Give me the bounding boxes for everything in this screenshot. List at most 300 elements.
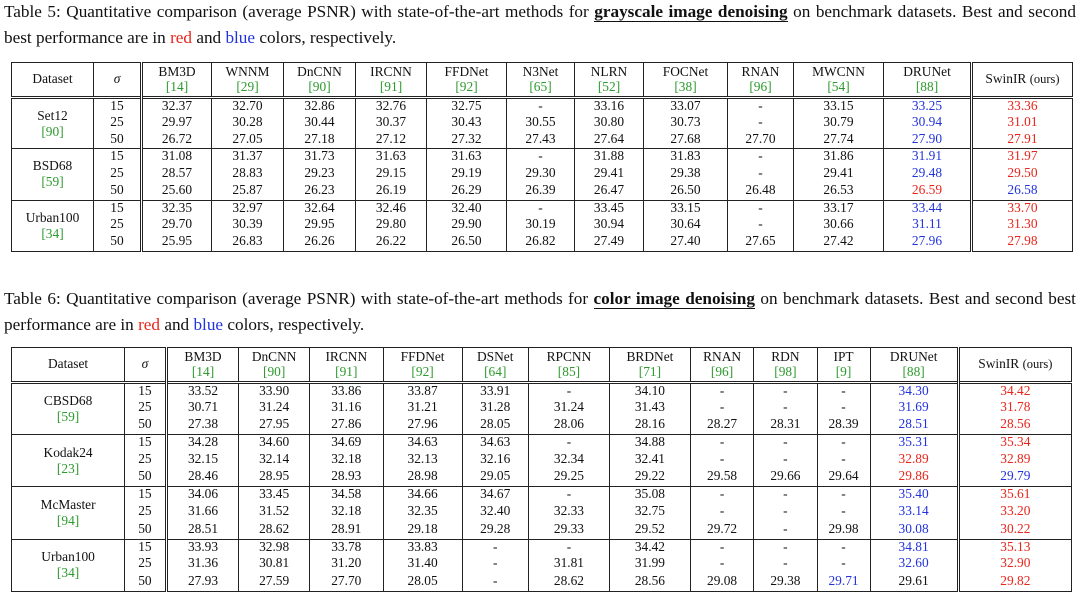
table5-value-cell: - (507, 98, 575, 115)
table5-header-method-3 (356, 63, 427, 98)
table6-sigma-cell: 25 (125, 556, 167, 573)
table5-value-cell: 30.94 (575, 217, 644, 234)
table5-value-cell: 30.37 (356, 115, 427, 132)
table6-value-cell: 32.18 (309, 504, 383, 521)
table5-header-method-11 (972, 63, 1073, 98)
table5-value-cell: 33.17 (794, 200, 884, 217)
table6-value-cell: 31.52 (239, 504, 310, 521)
table6-value-cell: - (690, 435, 753, 452)
table5-value-cell: 33.45 (575, 200, 644, 217)
table5-value-cell: 30.28 (212, 115, 284, 132)
table5-row (12, 132, 1073, 149)
table6-value-cell: 32.89 (958, 452, 1071, 469)
table6-dataset-3 (12, 539, 125, 591)
dataset-name: Urban100 (41, 549, 95, 565)
table6-value-cell: 33.91 (462, 383, 528, 400)
table6-value-cell: - (754, 487, 817, 504)
table6-value-cell: 34.42 (609, 539, 690, 556)
table6-value-cell: - (690, 400, 753, 417)
table5-value-cell: 25.60 (142, 183, 212, 200)
table5-value-cell: 27.98 (972, 234, 1073, 251)
table6-value-cell: 35.61 (958, 487, 1071, 504)
table5-value-cell: 29.97 (142, 115, 212, 132)
table5-dataset-1 (12, 149, 94, 200)
table6-dataset-1 (12, 435, 125, 487)
table5-value-cell: 29.95 (284, 217, 356, 234)
dataset-ref: [34] (56, 565, 80, 581)
method-name: SwinIR (985, 71, 1027, 87)
table6-header-method-1 (239, 348, 310, 383)
table6-value-cell: 31.99 (609, 556, 690, 573)
table6-value-cell: 32.34 (528, 452, 609, 469)
dataset-name: Kodak24 (43, 444, 93, 460)
table6-value-cell: - (817, 400, 870, 417)
table5-row (12, 115, 1073, 132)
table5-value-cell: 33.25 (884, 98, 972, 115)
table6-value-cell: 33.86 (309, 383, 383, 400)
table5-value-cell: 26.50 (644, 183, 728, 200)
table5-value-cell: 26.23 (284, 183, 356, 200)
method-ref: [96] (710, 363, 734, 379)
table6-value-cell: 29.25 (528, 469, 609, 486)
table5-value-cell: 30.73 (644, 115, 728, 132)
table6-value-cell: 35.34 (958, 435, 1071, 452)
table6-header-method-2 (309, 348, 383, 383)
table6-value-cell: 28.62 (239, 522, 310, 539)
table5-value-cell: 33.07 (644, 98, 728, 115)
table6-value-cell: 34.67 (462, 487, 528, 504)
table5-value-cell: 32.70 (212, 98, 284, 115)
table6-row (12, 504, 1072, 521)
table5-value-cell: 29.15 (356, 166, 427, 183)
table6-value-cell: 31.40 (383, 556, 462, 573)
table6-caption-red-word: red (138, 315, 161, 334)
table5-sigma-cell: 25 (94, 115, 142, 132)
table5-value-cell: 26.47 (575, 183, 644, 200)
table5-value-cell: 29.30 (507, 166, 575, 183)
method-ref: (ours) (1029, 72, 1060, 87)
method-name: IPT (833, 349, 854, 364)
table6-value-cell: 28.62 (528, 574, 609, 591)
table6-header-dataset: Dataset (12, 348, 125, 383)
table6-value-cell: 29.66 (754, 469, 817, 486)
table5-value-cell: 29.19 (427, 166, 507, 183)
table5-value-cell: - (728, 98, 794, 115)
table5-value-cell: 26.83 (212, 234, 284, 251)
table6-value-cell: 28.16 (609, 417, 690, 434)
table5-value-cell: 29.90 (427, 217, 507, 234)
table5-value-cell: 27.68 (644, 132, 728, 149)
table5-value-cell: 27.74 (794, 132, 884, 149)
table6-value-cell: - (462, 539, 528, 556)
table6-sigma-cell: 15 (125, 435, 167, 452)
table5-value-cell: 33.15 (644, 200, 728, 217)
table5-sigma-cell: 15 (94, 98, 142, 115)
table6-value-cell: 31.24 (528, 400, 609, 417)
table6-caption-post: on benchmark datasets. Best and second best performance are in (4, 289, 1076, 334)
table6-value-cell: 27.93 (166, 574, 239, 591)
table5-value-cell: 26.22 (356, 234, 427, 251)
table5-value-cell: 29.23 (284, 166, 356, 183)
table5-value-cell: 27.40 (644, 234, 728, 251)
table5-value-cell: 30.43 (427, 115, 507, 132)
table6-header-method-7 (690, 348, 753, 383)
table5-value-cell: 30.79 (794, 115, 884, 132)
dataset-ref: [34] (41, 225, 64, 241)
table6-value-cell: 32.75 (609, 504, 690, 521)
method-name: IRCNN (370, 64, 412, 79)
method-ref: [91] (379, 78, 403, 94)
table6-value-cell: 32.33 (528, 504, 609, 521)
table5-value-cell: 32.75 (427, 98, 507, 115)
table6 (11, 347, 1072, 592)
table5-value-cell: 26.29 (427, 183, 507, 200)
table6-value-cell: 29.33 (528, 522, 609, 539)
method-name: RNAN (741, 64, 780, 79)
table6-value-cell: - (690, 504, 753, 521)
table6-sigma-cell: 50 (125, 417, 167, 434)
table6-dataset-0 (12, 383, 125, 435)
table5-value-cell: 30.44 (284, 115, 356, 132)
dataset-ref: [59] (41, 174, 64, 190)
table6-value-cell: 29.38 (754, 574, 817, 591)
method-ref: [9] (835, 363, 852, 379)
table5-value-cell: 30.80 (575, 115, 644, 132)
table5-header-sigma: σ (94, 63, 142, 98)
table6-value-cell: - (754, 400, 817, 417)
table6-value-cell: - (817, 435, 870, 452)
table5-value-cell: 31.88 (575, 149, 644, 166)
table6-value-cell: 32.60 (870, 556, 958, 573)
table5-value-cell: 27.90 (884, 132, 972, 149)
table5-value-cell: 31.37 (212, 149, 284, 166)
table6-value-cell: 28.05 (383, 574, 462, 591)
table5-value-cell: 25.87 (212, 183, 284, 200)
table6-value-cell: 33.45 (239, 487, 310, 504)
table6-value-cell: 29.98 (817, 522, 870, 539)
table5-header-method-9 (794, 63, 884, 98)
table5-header-method-5 (507, 63, 575, 98)
table5-value-cell: 33.44 (884, 200, 972, 217)
table5-value-cell: 31.83 (644, 149, 728, 166)
method-ref: [90] (308, 78, 331, 94)
table5-value-cell: 29.38 (644, 166, 728, 183)
table6-value-cell: - (690, 452, 753, 469)
table6-value-cell: 33.52 (166, 383, 239, 400)
table6-value-cell: - (754, 556, 817, 573)
method-name: RDN (771, 349, 800, 364)
table5-value-cell: 31.63 (427, 149, 507, 166)
table6-value-cell: 29.61 (870, 574, 958, 591)
table6-value-cell: 27.96 (383, 417, 462, 434)
table5-caption-and: and (192, 28, 226, 47)
table6-value-cell: 31.36 (166, 556, 239, 573)
table5-caption-post: on benchmark datasets. Best and second best performance are in (4, 2, 1076, 47)
table6-value-cell: 33.87 (383, 383, 462, 400)
table6-value-cell: - (690, 487, 753, 504)
table6-sigma-cell: 25 (125, 400, 167, 417)
method-ref: [98] (774, 363, 797, 379)
table5-caption-blue-word: blue (225, 28, 256, 47)
table6-sigma-cell: 25 (125, 504, 167, 521)
table5-header-row (12, 63, 1073, 98)
table6-value-cell: 31.78 (958, 400, 1071, 417)
table5-value-cell: 33.36 (972, 98, 1073, 115)
method-name: FOCNet (662, 64, 709, 79)
table5-value-cell: 26.19 (356, 183, 427, 200)
table6-value-cell: 29.18 (383, 522, 462, 539)
table6-row (12, 469, 1072, 486)
table6-value-cell: 34.10 (609, 383, 690, 400)
table6-value-cell: - (754, 522, 817, 539)
table6-sigma-cell: 50 (125, 522, 167, 539)
method-name: N3Net (522, 64, 559, 79)
method-ref: [14] (165, 78, 189, 94)
table6-header-method-8 (754, 348, 817, 383)
table6-value-cell: 29.28 (462, 522, 528, 539)
table5-sigma-cell: 50 (94, 183, 142, 200)
table5-header-method-1 (212, 63, 284, 98)
table6-value-cell: 33.78 (309, 539, 383, 556)
table5-sigma-cell: 25 (94, 217, 142, 234)
table6-row (12, 522, 1072, 539)
table6-sigma-cell: 50 (125, 469, 167, 486)
table6-value-cell: 32.13 (383, 452, 462, 469)
table6-value-cell: - (817, 504, 870, 521)
table5-row (12, 234, 1073, 251)
method-name: DRUNet (903, 64, 951, 79)
table6-value-cell: - (817, 487, 870, 504)
table6-value-cell: 32.41 (609, 452, 690, 469)
table6-value-cell: - (462, 556, 528, 573)
table6-row (12, 487, 1072, 504)
method-name: BM3D (184, 349, 222, 364)
table6-sigma-cell: 50 (125, 574, 167, 591)
table6-value-cell: 27.70 (309, 574, 383, 591)
table6-value-cell: - (528, 487, 609, 504)
table6-value-cell: 32.35 (383, 504, 462, 521)
method-name: FFDNet (444, 64, 489, 79)
table5-value-cell: 33.16 (575, 98, 644, 115)
table6-header-method-4 (462, 348, 528, 383)
table6-value-cell: 34.60 (239, 435, 310, 452)
method-name: RPCNN (546, 349, 592, 364)
method-ref: [88] (902, 363, 925, 379)
table6-value-cell: 29.22 (609, 469, 690, 486)
table6-value-cell: 30.08 (870, 522, 958, 539)
method-ref: [90] (262, 363, 286, 379)
table6-dataset-2 (12, 487, 125, 539)
table6-value-cell: - (528, 539, 609, 556)
table5-value-cell: 30.55 (507, 115, 575, 132)
table5-value-cell: 27.42 (794, 234, 884, 251)
table6-value-cell: 29.72 (690, 522, 753, 539)
table5-header-method-0 (142, 63, 212, 98)
table6-value-cell: 34.66 (383, 487, 462, 504)
table5-value-cell: - (728, 217, 794, 234)
table5-value-cell: 26.72 (142, 132, 212, 149)
method-name: BM3D (158, 64, 196, 79)
table5-value-cell: 28.57 (142, 166, 212, 183)
method-name: DRUNet (889, 349, 938, 364)
table6-value-cell: 32.98 (239, 539, 310, 556)
table5-value-cell: 26.59 (884, 183, 972, 200)
method-ref: [38] (674, 78, 697, 94)
method-ref: [14] (191, 363, 215, 379)
table5-header-method-10 (884, 63, 972, 98)
method-name: MWCNN (812, 64, 865, 79)
method-name: FFDNet (400, 349, 445, 364)
table6-value-cell: - (754, 383, 817, 400)
table6-value-cell: 31.66 (166, 504, 239, 521)
method-ref: [65] (529, 78, 552, 94)
table6-value-cell: - (690, 539, 753, 556)
table6-value-cell: 34.30 (870, 383, 958, 400)
table6-value-cell: - (528, 435, 609, 452)
table6-value-cell: 35.13 (958, 539, 1071, 556)
table5-value-cell: 27.32 (427, 132, 507, 149)
dataset-name: Urban100 (25, 209, 80, 225)
table6-value-cell: 28.27 (690, 417, 753, 434)
table6-value-cell: 28.46 (166, 469, 239, 486)
table6-value-cell: 30.71 (166, 400, 239, 417)
table5-value-cell: 32.37 (142, 98, 212, 115)
table6-value-cell: 32.40 (462, 504, 528, 521)
table6-row (12, 383, 1072, 400)
table6-value-cell: 34.81 (870, 539, 958, 556)
table5-value-cell: 31.97 (972, 149, 1073, 166)
table6-value-cell: 33.90 (239, 383, 310, 400)
table6-value-cell: - (690, 556, 753, 573)
method-name: BRDNet (626, 349, 674, 364)
table6-value-cell: 31.28 (462, 400, 528, 417)
table5-header-method-4 (427, 63, 507, 98)
table5-value-cell: 32.40 (427, 200, 507, 217)
table6-value-cell: 28.91 (309, 522, 383, 539)
table5-dataset-0 (12, 98, 94, 149)
table5-value-cell: 29.70 (142, 217, 212, 234)
method-name: DnCNN (297, 64, 342, 79)
table6-header-sigma: σ (125, 348, 167, 383)
table5-value-cell: 30.64 (644, 217, 728, 234)
table6-header-row (12, 348, 1072, 383)
table6-value-cell: 33.14 (870, 504, 958, 521)
method-name: DnCNN (251, 349, 297, 364)
table5-value-cell: 26.58 (972, 183, 1073, 200)
table6-sigma-cell: 25 (125, 452, 167, 469)
table6-value-cell: 29.64 (817, 469, 870, 486)
table6-value-cell: 31.81 (528, 556, 609, 573)
table6-value-cell: 35.31 (870, 435, 958, 452)
table6-value-cell: 28.05 (462, 417, 528, 434)
table5-value-cell: 27.18 (284, 132, 356, 149)
method-ref: [29] (236, 78, 259, 94)
method-ref: [71] (638, 363, 662, 379)
table6-value-cell: - (817, 556, 870, 573)
table6-row (12, 400, 1072, 417)
table6-sigma-cell: 15 (125, 383, 167, 400)
method-ref: [96] (749, 78, 772, 94)
table6-header-method-9 (817, 348, 870, 383)
table6-value-cell: 33.93 (166, 539, 239, 556)
table5-value-cell: - (728, 149, 794, 166)
table5-caption (4, 0, 1076, 51)
table5-header-dataset: Dataset (12, 63, 94, 98)
table5-dataset-2 (12, 200, 94, 251)
table6-row (12, 417, 1072, 434)
table6-header-method-6 (609, 348, 690, 383)
table6-row (12, 556, 1072, 573)
dataset-name: CBSD68 (43, 393, 93, 409)
table6-value-cell: 34.58 (309, 487, 383, 504)
table6-value-cell: 31.20 (309, 556, 383, 573)
table5-value-cell: 26.39 (507, 183, 575, 200)
table5-row (12, 183, 1073, 200)
table5-value-cell: 25.95 (142, 234, 212, 251)
table6-value-cell: 28.56 (609, 574, 690, 591)
table5-value-cell: 29.50 (972, 166, 1073, 183)
table5-value-cell: 29.41 (794, 166, 884, 183)
table6-value-cell: 33.20 (958, 504, 1071, 521)
table6-value-cell: 31.69 (870, 400, 958, 417)
table6-value-cell: 32.89 (870, 452, 958, 469)
table5-row (12, 217, 1073, 234)
table5-sigma-cell: 50 (94, 234, 142, 251)
method-ref: (ours) (1022, 357, 1053, 372)
table6-value-cell: - (754, 452, 817, 469)
table5-value-cell: 32.64 (284, 200, 356, 217)
table6-value-cell: 29.08 (690, 574, 753, 591)
table5-value-cell: 31.08 (142, 149, 212, 166)
table6-value-cell: 28.51 (166, 522, 239, 539)
table5-value-cell: 26.82 (507, 234, 575, 251)
table6-header-method-0 (166, 348, 239, 383)
method-ref: [54] (827, 78, 850, 94)
method-ref: [52] (597, 78, 621, 94)
table5-value-cell: 27.49 (575, 234, 644, 251)
table5-header-method-7 (644, 63, 728, 98)
table5-value-cell: 26.50 (427, 234, 507, 251)
table5-value-cell: 31.01 (972, 115, 1073, 132)
method-ref: [85] (557, 363, 581, 379)
table6-value-cell: 32.90 (958, 556, 1071, 573)
table6-value-cell: 35.40 (870, 487, 958, 504)
table5-row (12, 166, 1073, 183)
table5-sigma-cell: 15 (94, 200, 142, 217)
table6-value-cell: 32.15 (166, 452, 239, 469)
table5-value-cell: 27.65 (728, 234, 794, 251)
table6-value-cell: 28.06 (528, 417, 609, 434)
table5-header-method-6 (575, 63, 644, 98)
table5-row (12, 98, 1073, 115)
method-ref: [88] (915, 78, 939, 94)
table5-value-cell: 31.91 (884, 149, 972, 166)
table6-value-cell: 34.28 (166, 435, 239, 452)
table5-header-method-2 (284, 63, 356, 98)
table5-value-cell: - (507, 149, 575, 166)
table5-sigma-cell: 50 (94, 132, 142, 149)
table6-value-cell: 29.79 (958, 469, 1071, 486)
table5-value-cell: - (728, 166, 794, 183)
table5-value-cell: 30.39 (212, 217, 284, 234)
method-name: IRCNN (325, 349, 368, 364)
table6-value-cell: 28.93 (309, 469, 383, 486)
table6-sigma-cell: 15 (125, 539, 167, 556)
table5-value-cell: 29.41 (575, 166, 644, 183)
dataset-name: McMaster (40, 496, 96, 512)
table5-caption-red-word: red (170, 28, 193, 47)
table6-value-cell: 32.14 (239, 452, 310, 469)
